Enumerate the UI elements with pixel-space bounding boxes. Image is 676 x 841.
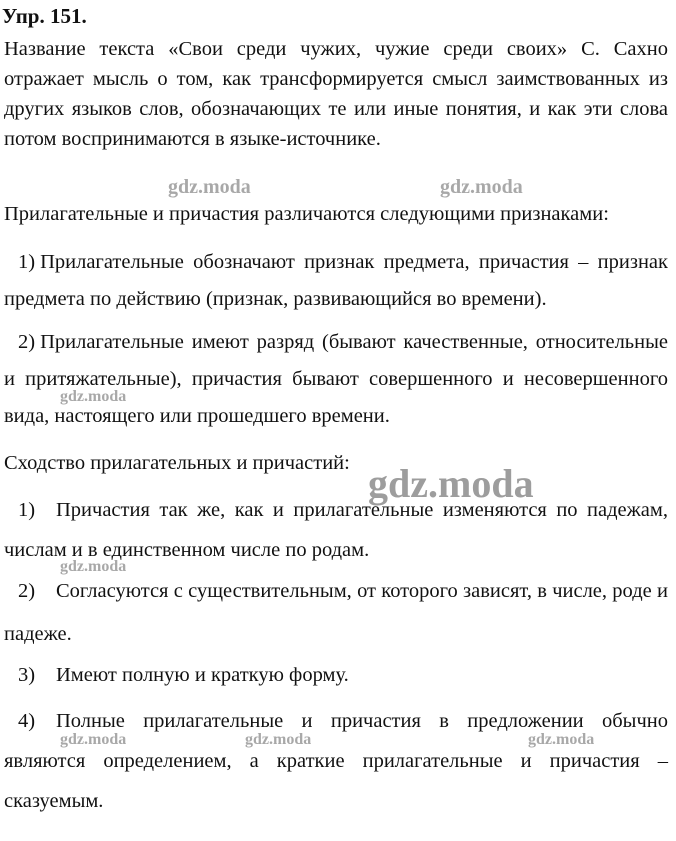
similarity-item-2 xyxy=(4,570,668,656)
difference-item-text: Прилагательные обозначают признак предмета, причастия – признак предмета по действию (признак, развивающийся во времени). xyxy=(4,251,668,310)
similarity-item-3 xyxy=(4,654,668,697)
watermark-text: gdz.moda xyxy=(528,731,595,748)
similarity-item-text: Согласуются с существительным, от которого зависят, в числе, роде и падеже. xyxy=(4,580,668,645)
similarity-item-number: 1) xyxy=(18,499,36,521)
difference-item-text: Прилагательные имеют разряд (бывают качественные, относительные и притяжательные), причастия бывают совершенного и несовершенного вида, настоящего или прошедшего времени. xyxy=(4,331,668,427)
similarity-item-number: 2) xyxy=(18,580,36,602)
watermark-text: gdz.moda xyxy=(168,176,251,198)
difference-item-number: 1) xyxy=(18,251,36,273)
similarity-item-text: Имеют полную и краткую форму. xyxy=(56,664,349,686)
difference-item-number: 2) xyxy=(18,331,36,353)
difference-item-1 xyxy=(4,244,668,318)
watermark-text: gdz.moda xyxy=(60,388,127,405)
intro-paragraph: Название текста «Свои среди чужих, чужие среди своих» С. Сахно отражает мысль о том, как трансформируется смысл заимствованных из других языков слов, обозначающих те или иные понятия, и как эти слова потом воспринимаются в языке-источнике. xyxy=(4,38,668,150)
similarities-heading: Сходство прилагательных и причастий: xyxy=(4,452,350,474)
exercise-title: Упр. 151. xyxy=(2,4,87,28)
watermark-text: gdz.moda xyxy=(60,558,127,575)
watermark-text: gdz.moda xyxy=(368,461,534,506)
difference-item-2 xyxy=(4,324,668,435)
similarity-item-4 xyxy=(4,701,668,821)
similarity-item-number: 3) xyxy=(18,664,36,686)
watermark-text: gdz.moda xyxy=(440,176,523,198)
similarity-item-text: Полные прилагательные и причастия в предложении обычно являются определением, а краткие прилагательные и причастия – сказуемым. xyxy=(4,710,668,812)
differences-heading: Прилагательные и причастия различаются следующими признаками: xyxy=(4,203,609,225)
watermark-text: gdz.moda xyxy=(60,731,127,748)
watermark-text: gdz.moda xyxy=(245,731,312,748)
similarity-item-text: Причастия так же, как и прилагательные изменяются по падежам, числам и в единственном числе по родам. xyxy=(4,499,668,561)
similarity-item-number: 4) xyxy=(18,710,36,732)
